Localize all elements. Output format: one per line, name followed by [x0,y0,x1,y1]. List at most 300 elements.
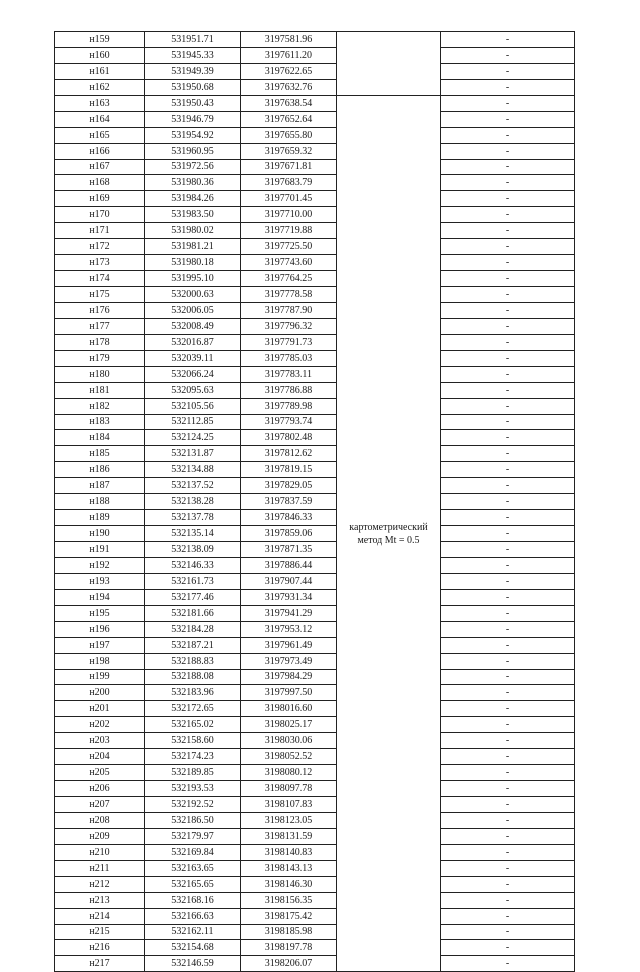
point-id-cell: н193 [55,573,145,589]
y-coordinate-cell: 3198131.59 [241,828,337,844]
accuracy-cell: - [441,223,575,239]
accuracy-cell: - [441,908,575,924]
point-id-cell: н191 [55,542,145,558]
point-id-cell: н205 [55,765,145,781]
table-row [55,733,575,749]
x-coordinate-cell: 531946.79 [145,111,241,127]
y-coordinate-cell: 3197622.65 [241,63,337,79]
accuracy-cell: - [441,892,575,908]
x-coordinate-cell: 531954.92 [145,127,241,143]
y-coordinate-cell: 3197796.32 [241,318,337,334]
table-row [55,63,575,79]
table-row [55,685,575,701]
table-row [55,797,575,813]
y-coordinate-cell: 3198107.83 [241,797,337,813]
x-coordinate-cell: 532134.88 [145,462,241,478]
point-id-cell: н179 [55,350,145,366]
y-coordinate-cell: 3198123.05 [241,812,337,828]
y-coordinate-cell: 3197907.44 [241,573,337,589]
point-id-cell: н206 [55,781,145,797]
y-coordinate-cell: 3198146.30 [241,876,337,892]
accuracy-cell: - [441,797,575,813]
point-id-cell: н160 [55,47,145,63]
x-coordinate-cell: 532165.65 [145,876,241,892]
point-id-cell: н216 [55,940,145,956]
x-coordinate-cell: 532016.87 [145,334,241,350]
y-coordinate-cell: 3198140.83 [241,844,337,860]
point-id-cell: н213 [55,892,145,908]
x-coordinate-cell: 532179.97 [145,828,241,844]
point-id-cell: н184 [55,430,145,446]
point-id-cell: н177 [55,318,145,334]
point-id-cell: н190 [55,526,145,542]
accuracy-cell: - [441,318,575,334]
accuracy-cell: - [441,828,575,844]
accuracy-cell: - [441,860,575,876]
table-row [55,669,575,685]
table-row [55,32,575,48]
table-row [55,557,575,573]
y-coordinate-cell: 3197785.03 [241,350,337,366]
y-coordinate-cell: 3197652.64 [241,111,337,127]
accuracy-cell: - [441,175,575,191]
table-row [55,398,575,414]
x-coordinate-cell: 531972.56 [145,159,241,175]
y-coordinate-cell: 3198052.52 [241,749,337,765]
table-row [55,892,575,908]
coordinates-table [54,31,575,972]
x-coordinate-cell: 531945.33 [145,47,241,63]
point-id-cell: н166 [55,143,145,159]
accuracy-cell: - [441,446,575,462]
x-coordinate-cell: 532192.52 [145,797,241,813]
table-row [55,860,575,876]
y-coordinate-cell: 3198030.06 [241,733,337,749]
y-coordinate-cell: 3197791.73 [241,334,337,350]
y-coordinate-cell: 3197632.76 [241,79,337,95]
table-row [55,749,575,765]
y-coordinate-cell: 3197871.35 [241,542,337,558]
x-coordinate-cell: 532138.09 [145,542,241,558]
method-note-line-1: картометрический [349,521,428,533]
y-coordinate-cell: 3197787.90 [241,302,337,318]
table-row [55,191,575,207]
x-coordinate-cell: 532124.25 [145,430,241,446]
point-id-cell: н201 [55,701,145,717]
table-row [55,701,575,717]
accuracy-cell: - [441,605,575,621]
x-coordinate-cell: 532131.87 [145,446,241,462]
x-coordinate-cell: 531950.68 [145,79,241,95]
point-id-cell: н204 [55,749,145,765]
point-id-cell: н194 [55,589,145,605]
y-coordinate-cell: 3197812.62 [241,446,337,462]
x-coordinate-cell: 531984.26 [145,191,241,207]
point-id-cell: н181 [55,382,145,398]
x-coordinate-cell: 531980.18 [145,255,241,271]
accuracy-cell: - [441,478,575,494]
accuracy-cell: - [441,255,575,271]
x-coordinate-cell: 532135.14 [145,526,241,542]
accuracy-cell: - [441,287,575,303]
table-row [55,781,575,797]
table-row [55,621,575,637]
point-id-cell: н182 [55,398,145,414]
y-coordinate-cell: 3197984.29 [241,669,337,685]
table-row [55,637,575,653]
table-row [55,271,575,287]
accuracy-cell: - [441,239,575,255]
accuracy-cell: - [441,589,575,605]
x-coordinate-cell: 532146.59 [145,956,241,972]
accuracy-cell: - [441,956,575,972]
accuracy-cell: - [441,701,575,717]
accuracy-cell: - [441,685,575,701]
table-row [55,175,575,191]
x-coordinate-cell: 531983.50 [145,207,241,223]
accuracy-cell: - [441,350,575,366]
x-coordinate-cell: 531980.02 [145,223,241,239]
point-id-cell: н210 [55,844,145,860]
point-id-cell: н197 [55,637,145,653]
point-id-cell: н173 [55,255,145,271]
x-coordinate-cell: 532066.24 [145,366,241,382]
y-coordinate-cell: 3197725.50 [241,239,337,255]
x-coordinate-cell: 532006.05 [145,302,241,318]
x-coordinate-cell: 531980.36 [145,175,241,191]
table-row [55,79,575,95]
x-coordinate-cell: 532186.50 [145,812,241,828]
accuracy-cell: - [441,812,575,828]
y-coordinate-cell: 3198185.98 [241,924,337,940]
x-coordinate-cell: 532146.33 [145,557,241,573]
y-coordinate-cell: 3197701.45 [241,191,337,207]
table-row [55,414,575,430]
table-row [55,940,575,956]
accuracy-cell: - [441,334,575,350]
y-coordinate-cell: 3198175.42 [241,908,337,924]
x-coordinate-cell: 532008.49 [145,318,241,334]
accuracy-cell: - [441,781,575,797]
accuracy-cell: - [441,398,575,414]
x-coordinate-cell: 532138.28 [145,494,241,510]
x-coordinate-cell: 531949.39 [145,63,241,79]
point-id-cell: н170 [55,207,145,223]
point-id-cell: н165 [55,127,145,143]
table-row [55,239,575,255]
accuracy-cell: - [441,127,575,143]
y-coordinate-cell: 3197778.58 [241,287,337,303]
accuracy-cell: - [441,494,575,510]
table-row [55,765,575,781]
x-coordinate-cell: 532187.21 [145,637,241,653]
table-row [55,430,575,446]
x-coordinate-cell: 532183.96 [145,685,241,701]
y-coordinate-cell: 3197931.34 [241,589,337,605]
point-id-cell: н187 [55,478,145,494]
accuracy-cell: - [441,573,575,589]
accuracy-cell: - [441,32,575,48]
point-id-cell: н211 [55,860,145,876]
table-row [55,127,575,143]
point-id-cell: н168 [55,175,145,191]
y-coordinate-cell: 3197611.20 [241,47,337,63]
accuracy-cell: - [441,876,575,892]
x-coordinate-cell: 532000.63 [145,287,241,303]
table-row [55,876,575,892]
point-id-cell: н200 [55,685,145,701]
y-coordinate-cell: 3197793.74 [241,414,337,430]
table-row [55,812,575,828]
table-row [55,255,575,271]
accuracy-cell: - [441,924,575,940]
table-row [55,924,575,940]
x-coordinate-cell: 531995.10 [145,271,241,287]
accuracy-cell: - [441,302,575,318]
accuracy-cell: - [441,143,575,159]
x-coordinate-cell: 532193.53 [145,781,241,797]
x-coordinate-cell: 532112.85 [145,414,241,430]
x-coordinate-cell: 532184.28 [145,621,241,637]
y-coordinate-cell: 3198025.17 [241,717,337,733]
accuracy-cell: - [441,63,575,79]
y-coordinate-cell: 3197819.15 [241,462,337,478]
y-coordinate-cell: 3197941.29 [241,605,337,621]
point-id-cell: н169 [55,191,145,207]
point-id-cell: н196 [55,621,145,637]
x-coordinate-cell: 532039.11 [145,350,241,366]
y-coordinate-cell: 3197638.54 [241,95,337,111]
point-id-cell: н186 [55,462,145,478]
point-id-cell: н189 [55,510,145,526]
x-coordinate-cell: 532177.46 [145,589,241,605]
table-row [55,542,575,558]
point-id-cell: н164 [55,111,145,127]
accuracy-cell: - [441,366,575,382]
accuracy-cell: - [441,557,575,573]
x-coordinate-cell: 532163.65 [145,860,241,876]
accuracy-cell: - [441,95,575,111]
x-coordinate-cell: 532095.63 [145,382,241,398]
point-id-cell: н163 [55,95,145,111]
coordinates-table-body [55,32,575,972]
accuracy-cell: - [441,733,575,749]
point-id-cell: н167 [55,159,145,175]
point-id-cell: н208 [55,812,145,828]
point-id-cell: н178 [55,334,145,350]
x-coordinate-cell: 532137.52 [145,478,241,494]
y-coordinate-cell: 3197786.88 [241,382,337,398]
y-coordinate-cell: 3198156.35 [241,892,337,908]
y-coordinate-cell: 3197859.06 [241,526,337,542]
y-coordinate-cell: 3197764.25 [241,271,337,287]
y-coordinate-cell: 3197973.49 [241,653,337,669]
y-coordinate-cell: 3197743.60 [241,255,337,271]
x-coordinate-cell: 531951.71 [145,32,241,48]
point-id-cell: н203 [55,733,145,749]
point-id-cell: н172 [55,239,145,255]
x-coordinate-cell: 531981.21 [145,239,241,255]
point-id-cell: н195 [55,605,145,621]
point-id-cell: н171 [55,223,145,239]
table-row [55,605,575,621]
accuracy-cell: - [441,940,575,956]
table-row [55,828,575,844]
y-coordinate-cell: 3197719.88 [241,223,337,239]
y-coordinate-cell: 3198097.78 [241,781,337,797]
y-coordinate-cell: 3197710.00 [241,207,337,223]
point-id-cell: н185 [55,446,145,462]
table-row [55,462,575,478]
y-coordinate-cell: 3198206.07 [241,956,337,972]
point-id-cell: н217 [55,956,145,972]
accuracy-cell: - [441,414,575,430]
accuracy-cell: - [441,79,575,95]
x-coordinate-cell: 532162.11 [145,924,241,940]
accuracy-cell: - [441,749,575,765]
method-cell-upper [337,32,441,96]
table-row [55,111,575,127]
x-coordinate-cell: 532168.16 [145,892,241,908]
point-id-cell: н192 [55,557,145,573]
point-id-cell: н214 [55,908,145,924]
x-coordinate-cell: 532189.85 [145,765,241,781]
accuracy-cell: - [441,207,575,223]
accuracy-cell: - [441,382,575,398]
point-id-cell: н159 [55,32,145,48]
table-row [55,302,575,318]
table-row [55,446,575,462]
table-row [55,573,575,589]
x-coordinate-cell: 532105.56 [145,398,241,414]
table-row [55,207,575,223]
accuracy-cell: - [441,191,575,207]
accuracy-cell: - [441,844,575,860]
table-row [55,478,575,494]
accuracy-cell: - [441,542,575,558]
accuracy-cell: - [441,47,575,63]
accuracy-cell: - [441,430,575,446]
x-coordinate-cell: 532154.68 [145,940,241,956]
x-coordinate-cell: 532174.23 [145,749,241,765]
point-id-cell: н215 [55,924,145,940]
y-coordinate-cell: 3197961.49 [241,637,337,653]
table-row [55,717,575,733]
table-row [55,95,575,111]
y-coordinate-cell: 3197683.79 [241,175,337,191]
accuracy-cell: - [441,653,575,669]
point-id-cell: н188 [55,494,145,510]
accuracy-cell: - [441,765,575,781]
point-id-cell: н175 [55,287,145,303]
table-row [55,143,575,159]
table-row [55,287,575,303]
point-id-cell: н162 [55,79,145,95]
y-coordinate-cell: 3197953.12 [241,621,337,637]
point-id-cell: н198 [55,653,145,669]
table-row [55,526,575,542]
y-coordinate-cell: 3197655.80 [241,127,337,143]
point-id-cell: н199 [55,669,145,685]
x-coordinate-cell: 532158.60 [145,733,241,749]
accuracy-cell: - [441,462,575,478]
y-coordinate-cell: 3197789.98 [241,398,337,414]
y-coordinate-cell: 3197671.81 [241,159,337,175]
point-id-cell: н180 [55,366,145,382]
x-coordinate-cell: 532172.65 [145,701,241,717]
y-coordinate-cell: 3197659.32 [241,143,337,159]
point-id-cell: н202 [55,717,145,733]
point-id-cell: н209 [55,828,145,844]
table-row [55,366,575,382]
accuracy-cell: - [441,637,575,653]
y-coordinate-cell: 3198143.13 [241,860,337,876]
accuracy-cell: - [441,669,575,685]
table-row [55,844,575,860]
x-coordinate-cell: 531950.43 [145,95,241,111]
y-coordinate-cell: 3197837.59 [241,494,337,510]
x-coordinate-cell: 532188.08 [145,669,241,685]
method-note-line-2: метод Mt = 0.5 [357,534,420,546]
y-coordinate-cell: 3198197.78 [241,940,337,956]
table-row [55,908,575,924]
table-row [55,318,575,334]
x-coordinate-cell: 532181.66 [145,605,241,621]
table-row [55,956,575,972]
table-row [55,223,575,239]
point-id-cell: н174 [55,271,145,287]
y-coordinate-cell: 3197846.33 [241,510,337,526]
accuracy-cell: - [441,510,575,526]
x-coordinate-cell: 532166.63 [145,908,241,924]
point-id-cell: н183 [55,414,145,430]
table-row [55,510,575,526]
table-row [55,47,575,63]
point-id-cell: н207 [55,797,145,813]
y-coordinate-cell: 3197802.48 [241,430,337,446]
y-coordinate-cell: 3197783.11 [241,366,337,382]
table-row [55,653,575,669]
y-coordinate-cell: 3198016.60 [241,701,337,717]
point-id-cell: н212 [55,876,145,892]
x-coordinate-cell: 532137.78 [145,510,241,526]
table-row [55,159,575,175]
method-note-cell [337,95,441,972]
y-coordinate-cell: 3197997.50 [241,685,337,701]
accuracy-cell: - [441,621,575,637]
point-id-cell: н161 [55,63,145,79]
accuracy-cell: - [441,526,575,542]
x-coordinate-cell: 531960.95 [145,143,241,159]
point-id-cell: н176 [55,302,145,318]
table-row [55,382,575,398]
accuracy-cell: - [441,111,575,127]
y-coordinate-cell: 3197581.96 [241,32,337,48]
accuracy-cell: - [441,159,575,175]
accuracy-cell: - [441,717,575,733]
y-coordinate-cell: 3197886.44 [241,557,337,573]
x-coordinate-cell: 532165.02 [145,717,241,733]
x-coordinate-cell: 532161.73 [145,573,241,589]
table-row [55,494,575,510]
table-row [55,350,575,366]
y-coordinate-cell: 3197829.05 [241,478,337,494]
table-row [55,334,575,350]
x-coordinate-cell: 532169.84 [145,844,241,860]
y-coordinate-cell: 3198080.12 [241,765,337,781]
x-coordinate-cell: 532188.83 [145,653,241,669]
accuracy-cell: - [441,271,575,287]
